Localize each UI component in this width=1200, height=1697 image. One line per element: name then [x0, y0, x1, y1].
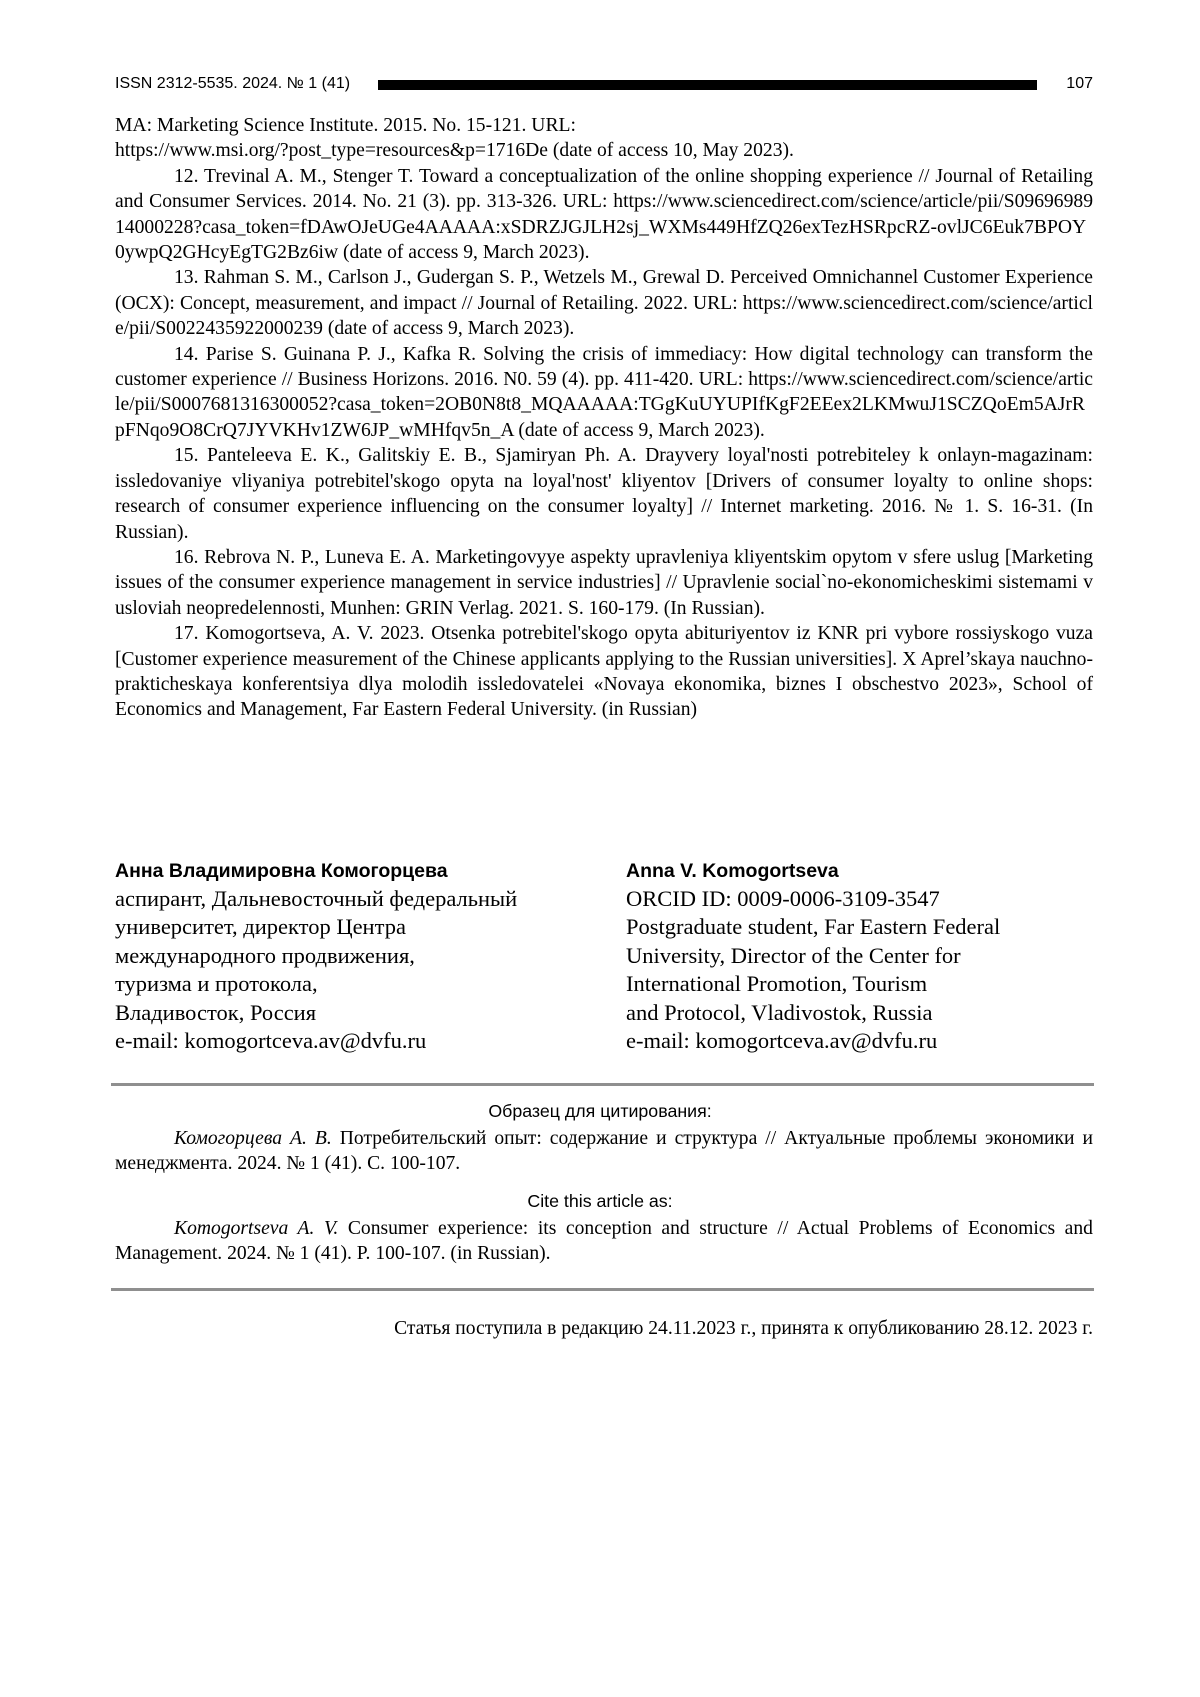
citation-en-heading: Cite this article as: [527, 1191, 673, 1211]
reference-item [115, 113, 1093, 164]
author-ru-line: аспирант, Дальневосточный федеральный [115, 886, 518, 911]
reference-text: 16. Rebrova N. P., Luneva E. A. Marketingovyye aspekty upravleniya kliyentskim opytom v sfere uslug [Marketing issues of the consumer experience management in service industries] // Upravlenie social`no-ekonomicheskimi sistemami v usloviah neopredelennosti, Munhen: GRIN Verlag. 2021. S. 160-179. (In Russian). [115, 546, 1093, 619]
citation-en-text: Consumer experience: its conception and structure // Actual Problems of Economics and Management. 2024. № 1 (41). P. 100-107. (in Russian). [115, 1218, 1093, 1265]
section-divider [111, 1288, 1094, 1291]
author-ru-line: международного продвижения, [115, 942, 415, 968]
reference-url[interactable]: https://www.sciencedirect.com/science/article/pii/S0969698914000228?casa_token=fDAwOJeUGe4AAAAA:xSDRZJGJLH2sj_WXMs449HfZQ26exTezHSRpcRZ-ovlJC6Euk7BPOY0ywpQ2GHcyEgTG2Bz6iw [115, 191, 1093, 264]
reference-text: 17. Komogortseva, A. V. 2023. Otsenka potrebitel'skogo opyta abituriyentov iz KNR pri vybore rossiyskogo vuza [Customer experience measurement of the Chinese applicants applying to the Russian universities]. X Aprel’skaya nauchno-prakticheskaya konferentsiya dlya molodih issledovatelei «Novaya ekonomika, biznes I obschestvo 2023», School of Economics and Management, Far Eastern Federal University. (in Russian) [115, 623, 1093, 721]
reference-item [115, 545, 1093, 621]
reference-access-date: (date of access 9, March 2023). [338, 242, 590, 264]
citation-ru-text: Потребительский опыт: содержание и структура // Актуальные проблемы экономики и менеджмента. 2024. № 1 (41). С. 100-107. [115, 1128, 1093, 1175]
reference-item [115, 621, 1093, 723]
author-ru-name: Анна Владимировна Комогорцева [115, 860, 448, 882]
author-en-line: International Promotion, Tourism [626, 971, 928, 997]
section-divider [111, 1083, 1094, 1086]
reference-text: 13. Rahman S. M., Carlson J., Gudergan S. P., Wetzels M., Grewal D. Perceived Omnichannel Customer Experience (OCX): Concept, measurement, and impact // Journal of Retailing. 2022. URL: [115, 267, 1093, 314]
reference-text: 14. Parise S. Guinana P. J., Kafka R. Solving the crisis of immediacy: How digital technology can transform the customer experience // Business Horizons. 2016. N0. 59 (4). pp. 411-420. URL: [115, 343, 1093, 391]
author-ru-block [115, 857, 585, 1055]
author-en-block [626, 857, 1096, 1055]
author-en-line: and Protocol, Vladivostok, Russia [626, 999, 933, 1025]
reference-text: MA: Marketing Science Institute. 2015. No. 15-121. URL: [115, 115, 576, 136]
author-en-line: Postgraduate student, Far Eastern Federal [626, 914, 1001, 940]
reference-item [115, 164, 1093, 266]
reference-text: 15. Panteleeva E. K., Galitskiy E. B., Sjamiryan Ph. A. Drayvery loyal'nosti potrebiteley k onlayn-magazinam: issledovaniye vliyaniya potrebitel'skogo opyta na loyal'nost' kliyentov [Drivers of consumer loyalty to online shops: research of consumer experience influencing on the consumer loyalty] // Internet marketing. 2016. № 1. S. 16-31. (In Russian). [115, 445, 1093, 543]
page-header [115, 74, 1093, 98]
author-en-orcid: ORCID ID: 0009-0006-3109-3547 [626, 886, 940, 911]
header-rule [378, 80, 1037, 90]
page-number: 107 [1066, 75, 1093, 92]
author-ru-line: Владивосток, Россия [115, 999, 317, 1025]
reference-url[interactable]: https://www.msi.org/?post_type=resources&p=1716De [115, 140, 548, 162]
reference-url[interactable]: https://www.sciencedirect.com/science/article/pii/S0022435922000239 [115, 292, 1093, 340]
citation-en [115, 1216, 1093, 1267]
citation-ru-author: Комогорцева А. В. [174, 1128, 332, 1149]
author-en-email[interactable]: e-mail: komogortceva.av@dvfu.ru [626, 1028, 938, 1054]
author-en-line: University, Director of the Center for [626, 942, 961, 968]
citation-ru-heading: Образец для цитирования: [488, 1101, 712, 1121]
reference-item [115, 443, 1093, 545]
author-en-name: Anna V. Komogortseva [626, 860, 839, 882]
author-ru-line: университет, директор Центра [115, 914, 406, 940]
reference-access-date: (date of access 9, March 2023). [322, 318, 575, 340]
reference-item [115, 265, 1093, 341]
issn-label: ISSN 2312-5535. 2024. № 1 (41) [115, 75, 351, 92]
author-ru-line: туризма и протокола, [115, 971, 318, 997]
reference-list [115, 113, 1093, 723]
citation-ru [115, 1126, 1093, 1177]
received-note: Статья поступила в редакцию 24.11.2023 г., принята к опубликованию 28.12. 2023 г. [394, 1318, 1093, 1339]
reference-url[interactable]: https://www.sciencedirect.com/science/article/pii/S0007681316300052?casa_token=2OB0N8t8_MQAAAAA:TGgKuUYUPIfKgF2EEex2LKMwuJ1SCZQoEm5AJrRpFNqo9O8CrQ7JYVKHv1ZW6JP_wMHfqv5n_A [115, 369, 1093, 441]
reference-access-date: (date of access 9, March 2023). [513, 419, 765, 441]
reference-text: 12. Trevinal A. M., Stenger T. Toward a conceptualization of the online shopping experience // Journal of Retailing and Consumer Services. 2014. No. 21 (3). pp. 313-326. URL: [115, 165, 1093, 213]
author-ru-email[interactable]: e-mail: komogortceva.av@dvfu.ru [115, 1028, 427, 1054]
reference-access-date: (date of access 10, May 2023). [547, 140, 794, 162]
citation-en-author: Komogortseva A. V. [174, 1218, 339, 1239]
reference-item [115, 342, 1093, 444]
